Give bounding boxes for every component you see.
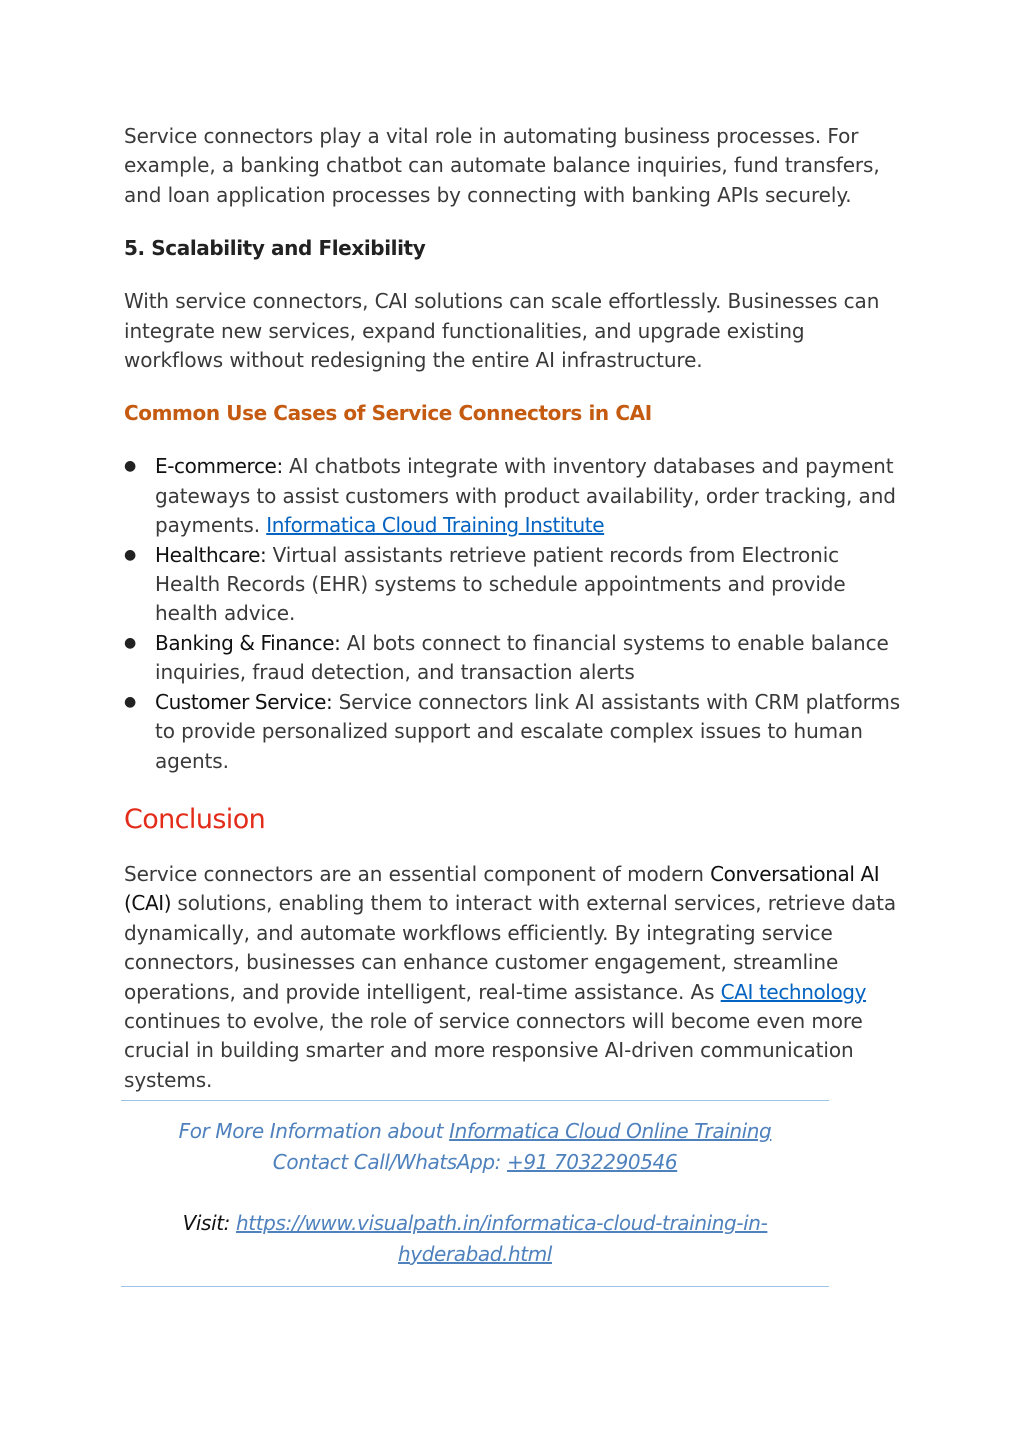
informatica-training-institute-link[interactable]: Informatica Cloud Training Institute xyxy=(266,513,605,538)
use-cases-heading: Common Use Cases of Service Connectors in CAI xyxy=(124,401,652,426)
more-info-prefix: For More Information about xyxy=(178,1119,450,1143)
contact-line xyxy=(121,1147,829,1177)
list-item-customer-service xyxy=(124,688,904,776)
list-item-term: E-commerce: xyxy=(155,454,283,479)
bullet-icon: ● xyxy=(124,634,137,651)
list-item-healthcare xyxy=(124,541,904,629)
bullet-icon: ● xyxy=(124,693,137,710)
cai-technology-link[interactable]: CAI technology xyxy=(720,979,867,1004)
list-item-text: Virtual assistants retrieve patient records from Electronic Health Records (EHR) systems to schedule appointments and provide health advice. xyxy=(155,542,846,626)
informatica-online-training-link[interactable]: Informatica Cloud Online Training xyxy=(449,1119,772,1143)
list-item-banking xyxy=(124,629,904,688)
visit-line xyxy=(121,1208,829,1238)
list-item-ecommerce xyxy=(124,452,904,540)
list-item-term: Banking & Finance: xyxy=(155,630,341,655)
phone-number-link[interactable]: +91 7032290546 xyxy=(506,1150,678,1174)
bullet-icon: ● xyxy=(124,458,137,475)
conclusion-text-3: continues to evolve, the role of service connectors will become even more crucial in building smarter and more responsive AI-driven communication systems. xyxy=(124,1008,863,1092)
conclusion-text-2: solutions, enabling them to interact with external services, retrieve data dynamically, and automate workflows efficiently. By integrating service connectors, businesses can enhance customer engagement, streamline operations, and provide intelligent, real-time assistance. As xyxy=(124,891,897,1004)
list-item-term: Customer Service: xyxy=(155,689,333,714)
contact-footer xyxy=(121,1100,829,1288)
intro-paragraph: Service connectors play a vital role in automating business processes. For example, a banking chatbot can automate balance inquiries, fund transfers, and loan application processes by connecting with banking APIs securely. xyxy=(124,124,880,207)
conclusion-text-1: Service connectors are an essential component of modern xyxy=(124,861,711,886)
use-cases-list xyxy=(124,452,904,775)
section-heading-scalability: 5. Scalability and Flexibility xyxy=(124,236,426,261)
list-item-text: AI chatbots integrate with inventory databases and payment gateways to assist customers with product availability, order tracking, and payments. xyxy=(155,454,896,538)
list-item-text: Service connectors link AI assistants with CRM platforms to provide personalized support and escalate complex issues to human agents. xyxy=(155,689,901,773)
visit-line-continued xyxy=(121,1239,829,1269)
conclusion-heading: Conclusion xyxy=(124,803,266,835)
visit-url-link[interactable]: https://www.visualpath.in/informatica-cloud-training-in- xyxy=(235,1211,768,1235)
bullet-icon: ● xyxy=(124,546,137,563)
more-info-line xyxy=(121,1116,829,1146)
visit-url-link-continued[interactable]: hyderabad.html xyxy=(398,1242,552,1266)
footer-bottom-divider xyxy=(121,1286,829,1287)
conversational-ai-term: Conversational AI (CAI) xyxy=(124,861,880,916)
list-item-text: AI bots connect to financial systems to enable balance inquiries, fraud detection, and transaction alerts xyxy=(155,630,889,685)
document-body xyxy=(124,122,904,1095)
scalability-paragraph: With service connectors, CAI solutions can scale effortlessly. Businesses can integrate new services, expand functionalities, and upgrade existing workflows without redesigning the entire AI infrastructure. xyxy=(124,289,880,373)
footer-top-divider xyxy=(121,1100,829,1101)
visit-label: Visit: xyxy=(182,1211,231,1235)
contact-prefix: Contact Call/WhatsApp: xyxy=(272,1150,507,1174)
conclusion-paragraph xyxy=(124,860,904,1095)
list-item-term: Healthcare: xyxy=(155,542,267,567)
